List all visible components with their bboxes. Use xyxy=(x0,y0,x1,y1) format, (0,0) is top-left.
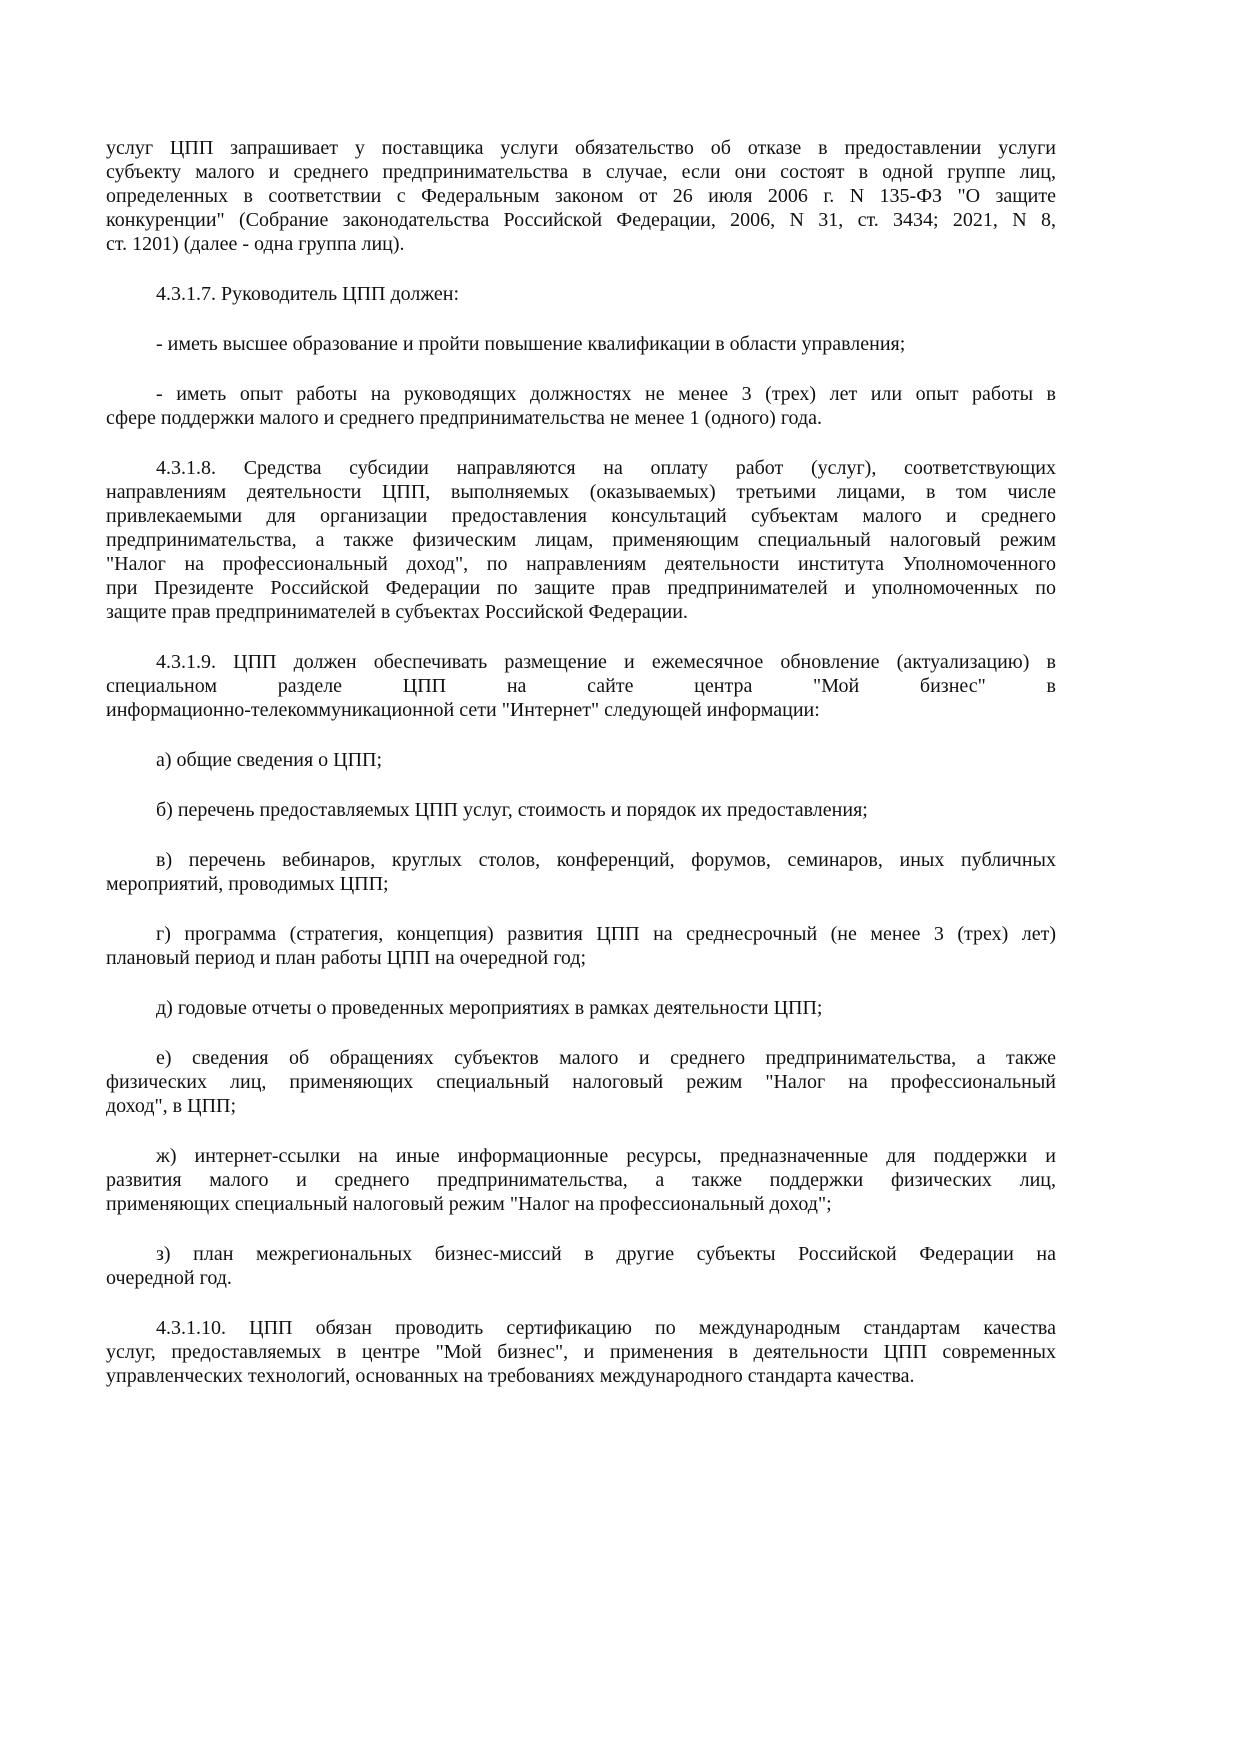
paragraph xyxy=(106,996,1056,1020)
paragraph xyxy=(106,332,1056,356)
text-line: услуг, предоставляемых в центре "Мой бизнес", и применения в деятельности ЦПП современных xyxy=(106,1341,1056,1363)
paragraph xyxy=(106,136,1056,256)
text-line: при Президенте Российской Федерации по защите прав предпринимателей и уполномоченных по xyxy=(106,577,1056,599)
text-line: ст. 1201) (далее - одна группа лиц). xyxy=(106,233,405,255)
text-line: очередной год. xyxy=(106,1267,232,1289)
paragraph xyxy=(106,1316,1056,1388)
text-line: е) сведения об обращениях субъектов малого и среднего предпринимательства, а также xyxy=(156,1047,1056,1069)
text-line: "Налог на профессиональный доход", по направлениям деятельности института Уполномоченного xyxy=(106,553,1056,575)
text-line: 4.3.1.7. Руководитель ЦПП должен: xyxy=(156,283,460,305)
text-line: б) перечень предоставляемых ЦПП услуг, стоимость и порядок их предоставления; xyxy=(156,799,868,821)
text-line: физических лиц, применяющих специальный налоговый режим "Налог на профессиональный xyxy=(106,1071,1056,1093)
text-line: плановый период и план работы ЦПП на очередной год; xyxy=(106,947,587,969)
text-line: д) годовые отчеты о проведенных мероприятиях в рамках деятельности ЦПП; xyxy=(156,997,823,1019)
paragraph xyxy=(106,650,1056,722)
paragraph xyxy=(106,282,1056,306)
text-line: субъекту малого и среднего предпринимательства в случае, если они состоят в одной группе лиц, xyxy=(106,161,1056,183)
text-line: з) план межрегиональных бизнес-миссий в другие субъекты Российской Федерации на xyxy=(156,1243,1056,1265)
text-line: предпринимательства, а также физическим лицам, применяющим специальный налоговый режим xyxy=(106,529,1056,551)
text-line: - иметь высшее образование и пройти повышение квалификации в области управления; xyxy=(156,333,906,355)
text-line: сфере поддержки малого и среднего предпринимательства не менее 1 (одного) года. xyxy=(106,407,822,429)
text-line: - иметь опыт работы на руководящих должностях не менее 3 (трех) лет или опыт работы в xyxy=(156,383,1056,405)
text-line: управленческих технологий, основанных на требованиях международного стандарта качества. xyxy=(106,1365,915,1387)
text-line: конкуренции" (Собрание законодательства Российской Федерации, 2006, N 31, ст. 3434; 2021, N 8, xyxy=(106,209,1056,231)
text-line: доход", в ЦПП; xyxy=(106,1095,237,1117)
text-line: г) программа (стратегия, концепция) развития ЦПП на среднесрочный (не менее 3 (трех) лет) xyxy=(156,923,1056,945)
text-line: ж) интернет-ссылки на иные информационные ресурсы, предназначенные для поддержки и xyxy=(156,1145,1056,1167)
text-line: применяющих специальный налоговый режим "Налог на профессиональный доход"; xyxy=(106,1193,832,1215)
text-line: в) перечень вебинаров, круглых столов, конференций, форумов, семинаров, иных публичных xyxy=(156,849,1056,871)
text-line: защите прав предпринимателей в субъектах Российской Федерации. xyxy=(106,601,688,623)
text-line: услуг ЦПП запрашивает у поставщика услуги обязательство об отказе в предоставлении услуги xyxy=(106,137,1056,159)
text-line: 4.3.1.10. ЦПП обязан проводить сертификацию по международным стандартам качества xyxy=(156,1317,1056,1339)
paragraph xyxy=(106,798,1056,822)
paragraph xyxy=(106,748,1056,772)
text-line: 4.3.1.8. Средства субсидии направляются на оплату работ (услуг), соответствующих xyxy=(156,457,1056,479)
text-line: развития малого и среднего предпринимательства, а также поддержки физических лиц, xyxy=(106,1169,1056,1191)
document-page xyxy=(106,136,1056,1414)
text-line: направлениям деятельности ЦПП, выполняемых (оказываемых) третьими лицами, в том числе xyxy=(106,481,1056,503)
paragraph xyxy=(106,848,1056,896)
text-line: а) общие сведения о ЦПП; xyxy=(156,749,383,771)
paragraph xyxy=(106,922,1056,970)
text-line: информационно-телекоммуникационной сети "Интернет" следующей информации: xyxy=(106,699,820,721)
text-line: мероприятий, проводимых ЦПП; xyxy=(106,873,389,895)
text-line: 4.3.1.9. ЦПП должен обеспечивать размещение и ежемесячное обновление (актуализацию) в xyxy=(156,651,1056,673)
text-line: привлекаемыми для организации предоставления консультаций субъектам малого и среднего xyxy=(106,505,1056,527)
paragraph xyxy=(106,1046,1056,1118)
paragraph xyxy=(106,1242,1056,1290)
text-line: определенных в соответствии с Федеральным законом от 26 июля 2006 г. N 135-ФЗ "О защите xyxy=(106,185,1056,207)
paragraph xyxy=(106,382,1056,430)
paragraph xyxy=(106,456,1056,624)
paragraph xyxy=(106,1144,1056,1216)
text-line: специальном разделе ЦПП на сайте центра "Мой бизнес" в xyxy=(106,675,1056,697)
